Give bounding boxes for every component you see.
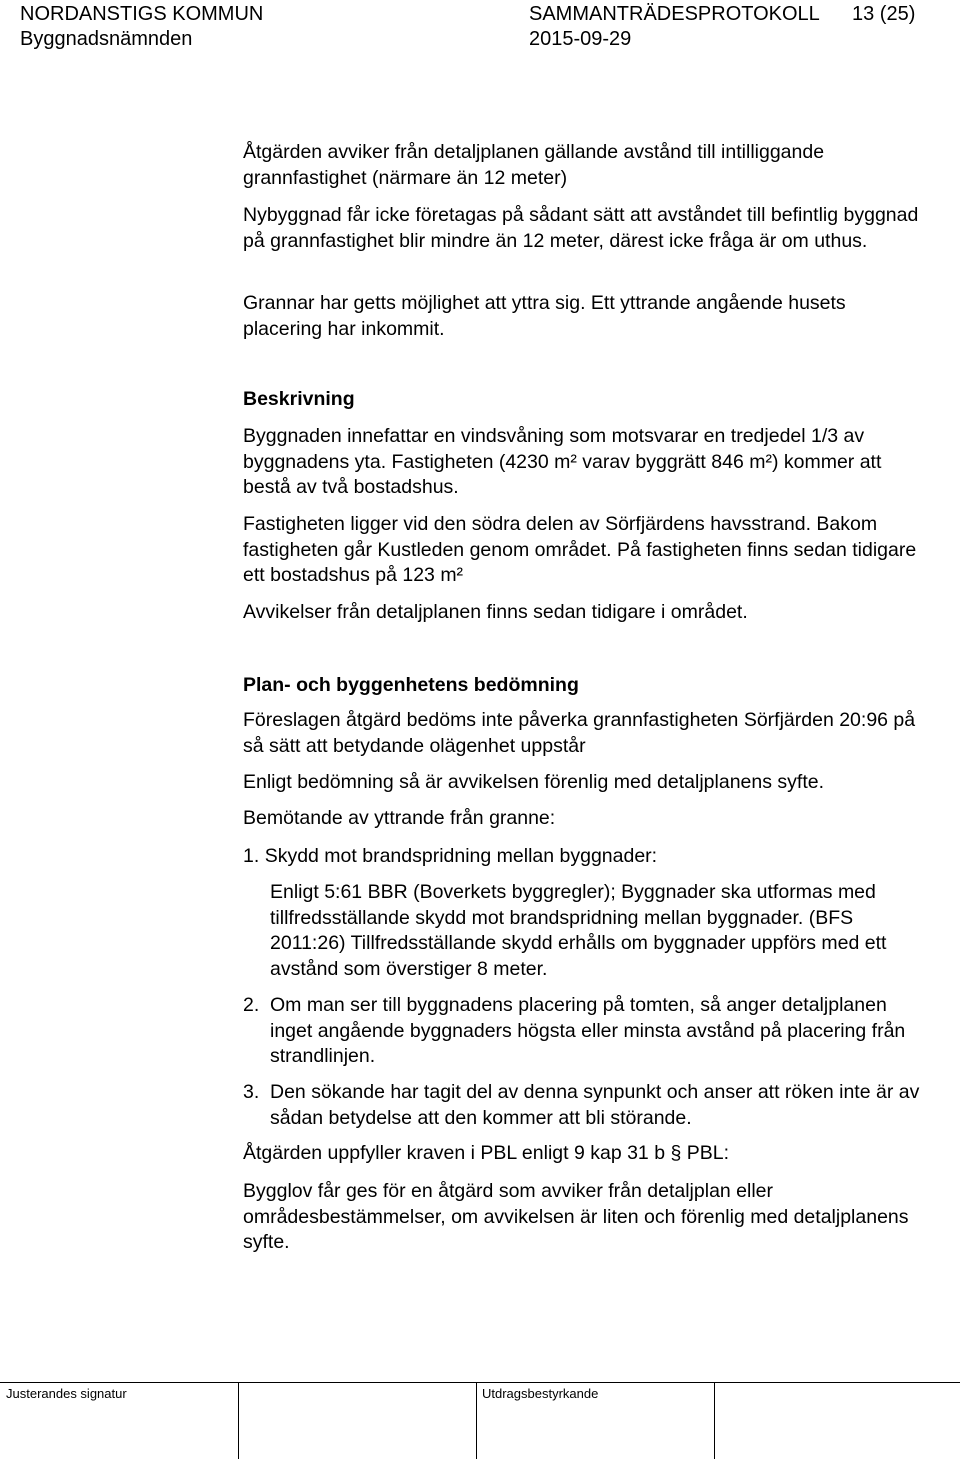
- list-item: [243, 1080, 930, 1131]
- bedomning-p3: Bemötande av yttrande från granne:: [243, 807, 556, 829]
- footer-separator: [476, 1382, 477, 1459]
- beskrivning-p1: Byggnaden innefattar en vindsvåning som motsvarar en tredjedel 1/3 av byggnadens yta. Fastigheten (4230 m² varav byggrätt 846 m²) kommer att bestå av två bostadshus.: [243, 425, 882, 498]
- signature-label: Justerandes signatur: [6, 1386, 127, 1401]
- list-item-number: 2.: [243, 994, 260, 1016]
- beskrivning-p2: Fastigheten ligger vid den södra delen av Sörfjärdens havsstrand. Bakom fastigheten går Kustleden genom området. På fastigheten finns sedan tidigare ett bostadshus på 123 m²: [243, 513, 917, 586]
- section-heading-beskrivning: Beskrivning: [243, 388, 355, 410]
- bedomning-p5: Bygglov får ges för en åtgärd som avviker från detaljplan eller områdesbestämmelser, om avvikelsen är liten och förenlig med detaljplanens syfte.: [243, 1180, 909, 1253]
- meeting-date: 2015-09-29: [529, 28, 632, 50]
- intro-p3: Grannar har getts möjlighet att yttra sig. Ett yttrande angående husets placering har inkommit.: [243, 292, 846, 340]
- list-item-text: Den sökande har tagit del av denna synpunkt och anser att röken inte är av sådan betydelse att den kommer att bli störande.: [270, 1081, 920, 1129]
- intro-p1: Åtgärden avviker från detaljplanen gällande avstånd till intilliggande grannfastighet (närmare än 12 meter): [243, 141, 825, 189]
- list-item: [243, 993, 930, 1070]
- page-number: 13 (25): [852, 3, 916, 25]
- list-item-lead: Skydd mot brandspridning mellan byggnader:: [264, 845, 658, 867]
- bedomning-p4: Åtgärden uppfyller kraven i PBL enligt 9 kap 31 b § PBL:: [243, 1142, 729, 1164]
- footer-divider: [0, 1382, 960, 1383]
- footer-separator: [714, 1382, 715, 1459]
- list-item-text: Om man ser till byggnadens placering på tomten, så anger detaljplanen inget angående byggnaders högsta eller minsta avstånd på placering från strandlinjen.: [270, 994, 906, 1067]
- list-item: [243, 844, 930, 870]
- document-type: SAMMANTRÄDESPROTOKOLL: [529, 3, 820, 25]
- municipality-name: NORDANSTIGS KOMMUN: [20, 3, 264, 25]
- bedomning-p1: Föreslagen åtgärd bedöms inte påverka grannfastigheten Sörfjärden 20:96 på så sätt att betydande olägenhet uppstår: [243, 709, 916, 757]
- bedomning-p2: Enligt bedömning så är avvikelsen förenlig med detaljplanens syfte.: [243, 771, 825, 793]
- intro-p2: Nybyggnad får icke företagas på sådant sätt att avståndet till befintlig byggnad på grannfastighet blir mindre än 12 meter, därest icke fråga är om uthus.: [243, 204, 919, 252]
- list-item-number: 1.: [243, 845, 260, 867]
- beskrivning-p3: Avvikelser från detaljplanen finns sedan tidigare i området.: [243, 601, 748, 623]
- section-heading-bedomning: Plan- och byggenhetens bedömning: [243, 674, 579, 696]
- list-item-detail: Enligt 5:61 BBR (Boverkets byggregler); Byggnader ska utformas med tillfredsställande skydd mot brandspridning mellan byggnader. (BFS 2011:26) Tillfredsställande skydd erhålls om byggnader uppförs med ett avstånd som överstiger 8 meter.: [270, 881, 887, 980]
- committee-name: Byggnadsnämnden: [20, 28, 193, 50]
- list-item-number: 3.: [243, 1081, 260, 1103]
- excerpt-label: Utdragsbestyrkande: [482, 1386, 599, 1401]
- footer-separator: [238, 1382, 239, 1459]
